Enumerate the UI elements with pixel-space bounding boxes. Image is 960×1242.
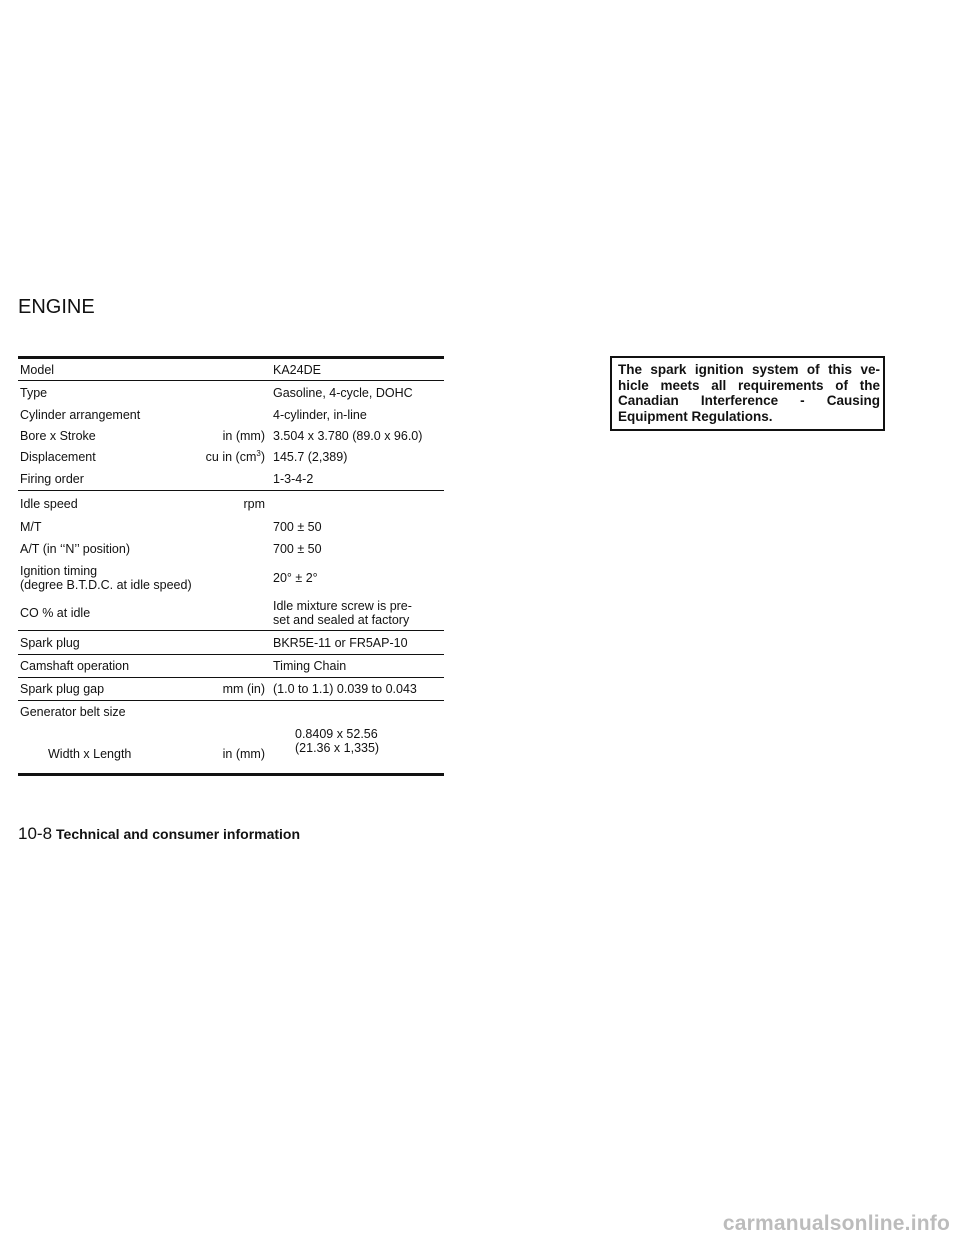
spec-row-spark-plug-gap: [18, 678, 444, 701]
watermark: carmanualsonline.info: [722, 1212, 950, 1235]
spec-unit: rpm: [243, 496, 265, 511]
spec-label: Generator belt size: [20, 705, 126, 719]
unit-superscript: 3: [256, 448, 261, 458]
page-footer: [18, 824, 300, 844]
spec-value: 4-cylinder, in-line: [273, 407, 367, 422]
canadian-regulation-notice: The spark ignition system of this ve-hicle meets all requirements of the Canadian Interference - Causing Equipment Regulations.: [610, 356, 885, 431]
spec-label: Type: [20, 385, 48, 400]
page-number: 10-8: [18, 824, 53, 843]
unit-close: ): [260, 450, 265, 464]
spec-value: 700 ± 50: [273, 520, 322, 534]
spec-label: Camshaft operation: [20, 659, 130, 673]
spec-value: [273, 723, 444, 773]
spec-label: Cylinder arrangement: [20, 407, 141, 422]
spec-row-displacement: [18, 446, 444, 468]
spec-label: Idle speed: [20, 496, 78, 511]
label-line-2: (degree B.T.D.C. at idle speed): [20, 578, 192, 592]
spec-label: M/T: [20, 520, 42, 534]
value-line-2: set and sealed at factory: [273, 613, 410, 627]
spec-label: Spark plug gap: [20, 682, 105, 696]
spec-row-width-length: [18, 723, 444, 773]
spec-row-spark-plug: [18, 631, 444, 655]
spec-value: 145.7 (2,389): [273, 450, 348, 464]
spec-row-model: [18, 359, 444, 381]
spec-value: (1.0 to 1.1) 0.039 to 0.043: [273, 682, 417, 696]
spec-row-ignition-timing: [18, 560, 444, 596]
spec-unit: mm (in): [222, 682, 265, 696]
spec-row-co-percent: [18, 596, 444, 631]
footer-title: Technical and consumer information: [56, 826, 301, 842]
section-title: ENGINE: [18, 296, 95, 318]
engine-spec-table: [18, 356, 444, 776]
spec-value: BKR5E-11 or FR5AP-10: [273, 635, 408, 650]
spec-row-bore-stroke: [18, 425, 444, 446]
spec-value: 700 ± 50: [273, 542, 322, 556]
spec-row-firing-order: [18, 468, 444, 491]
spec-label: Spark plug: [20, 635, 80, 650]
spec-value: KA24DE: [273, 362, 321, 377]
spec-row-at: [18, 538, 444, 560]
spec-unit: [178, 450, 273, 464]
spec-row-type: [18, 381, 444, 404]
spec-unit: [178, 596, 273, 630]
spec-label: A/T (in ‘‘N’’ position): [20, 542, 130, 556]
spec-row-mt: [18, 516, 444, 538]
spec-label: Width x Length: [48, 747, 132, 761]
spec-value: 1-3-4-2: [273, 472, 314, 486]
spec-label: Model: [20, 362, 55, 377]
spec-label: Bore x Stroke: [20, 428, 96, 443]
spec-value: Timing Chain: [273, 659, 347, 673]
unit-text: cu in (cm: [205, 450, 257, 464]
spec-row-idle-speed: [18, 491, 444, 516]
value-line-1: Idle mixture screw is pre-: [273, 599, 412, 613]
spec-row-generator-belt: [18, 701, 444, 723]
spec-label: Firing order: [20, 472, 84, 486]
label-line-1: Ignition timing: [20, 564, 98, 578]
spec-value: Gasoline, 4-cycle, DOHC: [273, 385, 413, 400]
spec-unit: in (mm): [222, 428, 265, 443]
value-line-2: (21.36 x 1,335): [295, 741, 380, 755]
spec-unit: in (mm): [222, 747, 265, 761]
spec-row-camshaft: [18, 655, 444, 678]
value-line-1: 0.8409 x 52.56: [295, 727, 378, 741]
spec-value: 20° ± 2°: [273, 571, 318, 585]
spec-value: [273, 596, 444, 630]
spec-label: CO % at idle: [20, 606, 91, 620]
spec-label: Displacement: [20, 450, 96, 464]
spec-row-cylinder-arrangement: [18, 404, 444, 425]
spec-label: [18, 560, 273, 596]
spec-value: 3.504 x 3.780 (89.0 x 96.0): [273, 428, 423, 443]
